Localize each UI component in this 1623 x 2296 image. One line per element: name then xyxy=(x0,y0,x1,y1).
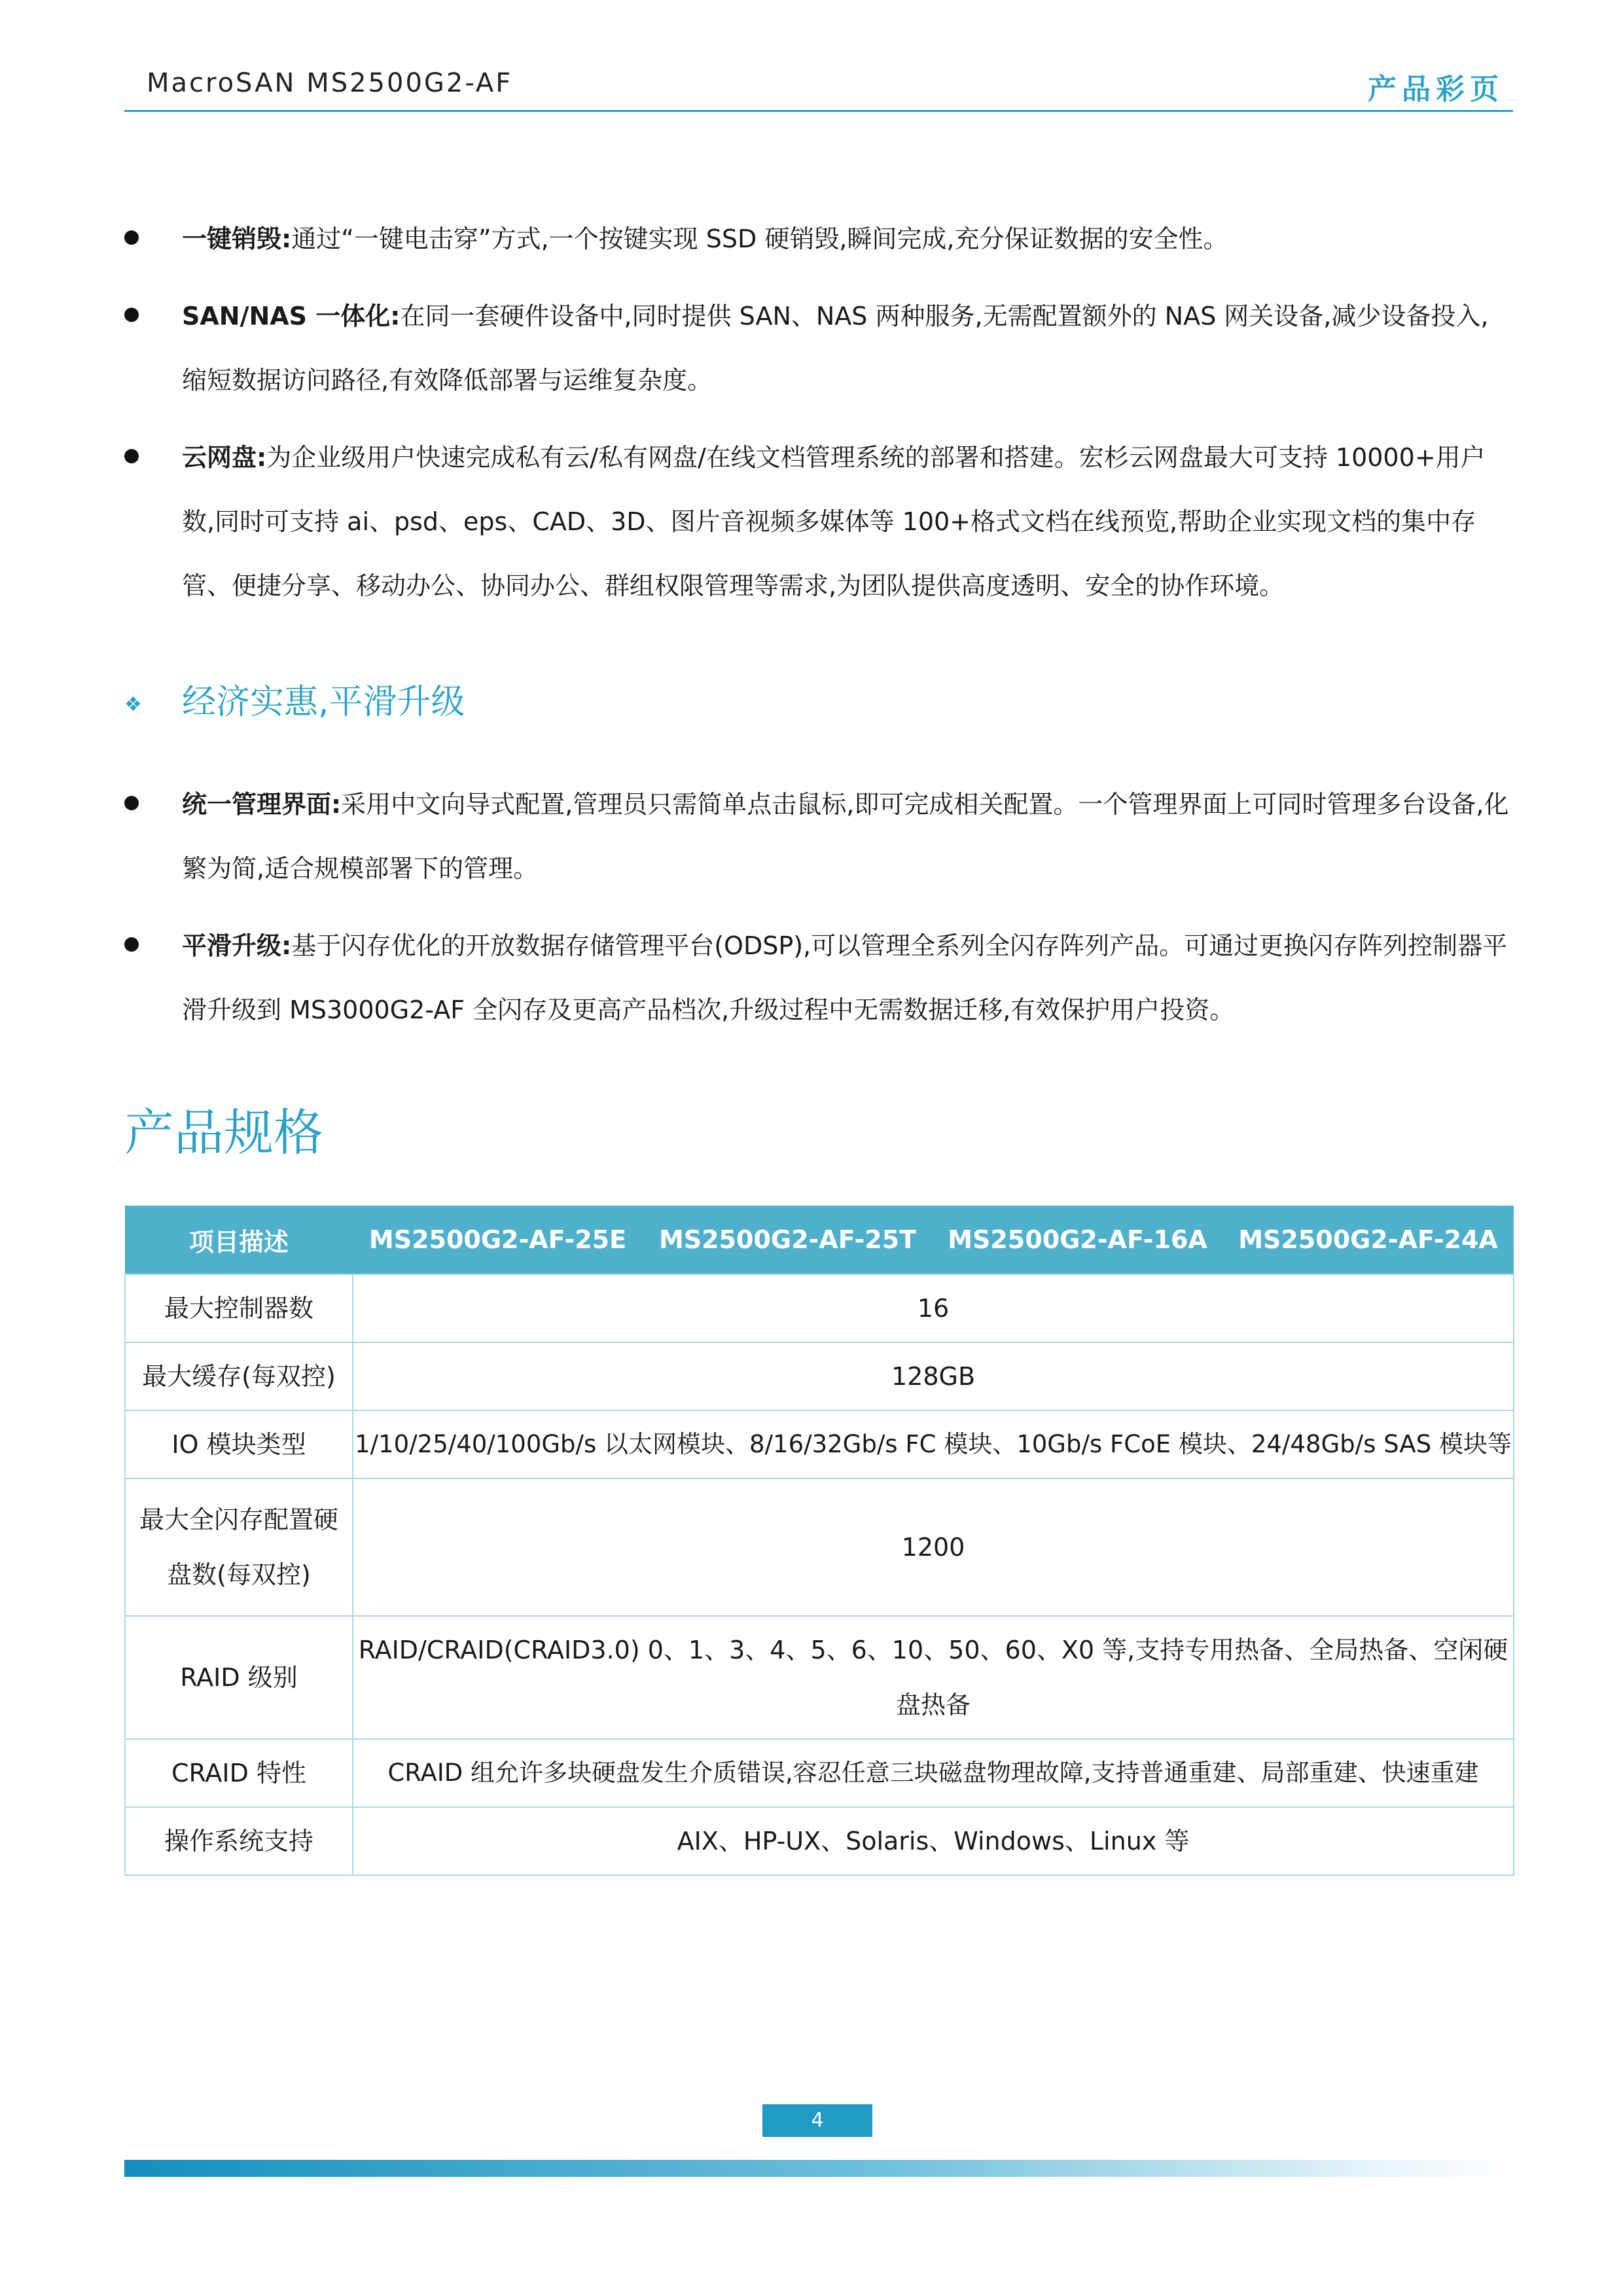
bullet-label: 统一管理界面: xyxy=(182,790,342,819)
bullet-label: SAN/NAS 一体化: xyxy=(182,302,401,331)
table-row xyxy=(125,1410,1514,1479)
bullet-dot-icon xyxy=(124,230,139,245)
table-row xyxy=(125,1739,1514,1807)
spec-value: CRAID 组允许多块硬盘发生介质错误,容忍任意三块磁盘物理故障,支持普通重建、局部重建、快速重建 xyxy=(353,1739,1514,1807)
bullet-label: 云网盘: xyxy=(182,443,267,472)
table-row xyxy=(125,1807,1514,1875)
subsection-heading xyxy=(124,674,465,723)
bullet-text: 为企业级用户快速完成私有云/私有网盘/在线文档管理系统的部署和搭建。宏杉云网盘最大可支持 10000+用户数,同时可支持 ai、psd、eps、CAD、3D、图片音视频多媒体等 100+格式文档在线预览,帮助企业实现文档的集中存管、便捷分享、移动办公、协同办公、群组权限管理等需求,为团队提供高度透明、安全的协作环境。 xyxy=(182,443,1486,600)
bullet-dot-icon xyxy=(124,308,139,322)
page-header xyxy=(124,63,1513,115)
header-model-16a: MS2500G2-AF-16A xyxy=(933,1206,1222,1274)
page-number: 4 xyxy=(762,2104,872,2137)
spec-value: 128GB xyxy=(353,1342,1514,1410)
bullet-text: 通过“一键电击穿”方式,一个按键实现 SSD 硬销毁,瞬间完成,充分保证数据的安全性。 xyxy=(291,224,1228,253)
spec-item: 最大全闪存配置硬盘数(每双控) xyxy=(125,1479,353,1616)
subsection-title: 经济实惠,平滑升级 xyxy=(182,683,465,722)
header-divider xyxy=(124,110,1513,112)
feature-bullet-cloud-drive xyxy=(124,425,1512,618)
spec-header-row xyxy=(125,1206,1514,1274)
bullet-dot-icon xyxy=(124,449,139,463)
spec-value: RAID/CRAID(CRAID3.0) 0、1、3、4、5、6、10、50、60、X0 等,支持专用热备、全局热备、空闲硬盘热备 xyxy=(353,1616,1514,1739)
spec-table xyxy=(124,1206,1514,1876)
spec-value: 1/10/25/40/100Gb/s 以太网模块、8/16/32Gb/s FC 模块、10Gb/s FCoE 模块、24/48Gb/s SAS 模块等 xyxy=(353,1410,1514,1479)
bullet-dot-icon xyxy=(124,937,139,952)
diamond-bullet-icon: ❖ xyxy=(124,692,142,716)
header-model-25e: MS2500G2-AF-25E xyxy=(353,1206,643,1274)
header-model-24a: MS2500G2-AF-24A xyxy=(1222,1206,1514,1274)
feature-bullet-upgrade xyxy=(124,914,1512,1042)
spec-item: RAID 级别 xyxy=(125,1616,353,1739)
table-row xyxy=(125,1274,1514,1342)
bullet-text: 在同一套硬件设备中,同时提供 SAN、NAS 两种服务,无需配置额外的 NAS 网关设备,减少设备投入,缩短数据访问路径,有效降低部署与运维复杂度。 xyxy=(182,302,1489,395)
spec-value: 1200 xyxy=(353,1479,1514,1616)
doc-title: MacroSAN MS2500G2-AF xyxy=(147,68,513,98)
spec-item: 最大控制器数 xyxy=(125,1274,353,1342)
spec-item: 操作系统支持 xyxy=(125,1807,353,1875)
table-row xyxy=(125,1479,1514,1616)
spec-value: AIX、HP-UX、Solaris、Windows、Linux 等 xyxy=(353,1807,1514,1875)
feature-bullet-destroy xyxy=(124,207,1512,271)
section-tag: 产品彩页 xyxy=(1368,73,1504,106)
spec-value: 16 xyxy=(353,1274,1514,1342)
spec-item: IO 模块类型 xyxy=(125,1410,353,1479)
table-row xyxy=(125,1342,1514,1410)
bullet-text: 基于闪存优化的开放数据存储管理平台(ODSP),可以管理全系列全闪存阵列产品。可通过更换闪存阵列控制器平滑升级到 MS3000G2-AF 全闪存及更高产品档次,升级过程中无需数据迁移,有效保护用户投资。 xyxy=(182,931,1508,1024)
spec-item: CRAID 特性 xyxy=(125,1739,353,1807)
feature-bullet-san-nas xyxy=(124,284,1512,412)
bullet-label: 一键销毁: xyxy=(182,224,292,253)
footer-gradient-bar xyxy=(124,2160,1513,2177)
header-item: 项目描述 xyxy=(125,1206,353,1274)
bullet-dot-icon xyxy=(124,796,139,810)
header-model-25t: MS2500G2-AF-25T xyxy=(643,1206,933,1274)
table-row xyxy=(125,1616,1514,1739)
bullet-label: 平滑升级: xyxy=(182,931,292,960)
bullet-text: 采用中文向导式配置,管理员只需简单点击鼠标,即可完成相关配置。一个管理界面上可同时管理多台设备,化繁为简,适合规模部署下的管理。 xyxy=(182,790,1509,883)
spec-item: 最大缓存(每双控) xyxy=(125,1342,353,1410)
feature-bullet-unified-ui xyxy=(124,772,1512,901)
spec-heading: 产品规格 xyxy=(124,1103,323,1162)
